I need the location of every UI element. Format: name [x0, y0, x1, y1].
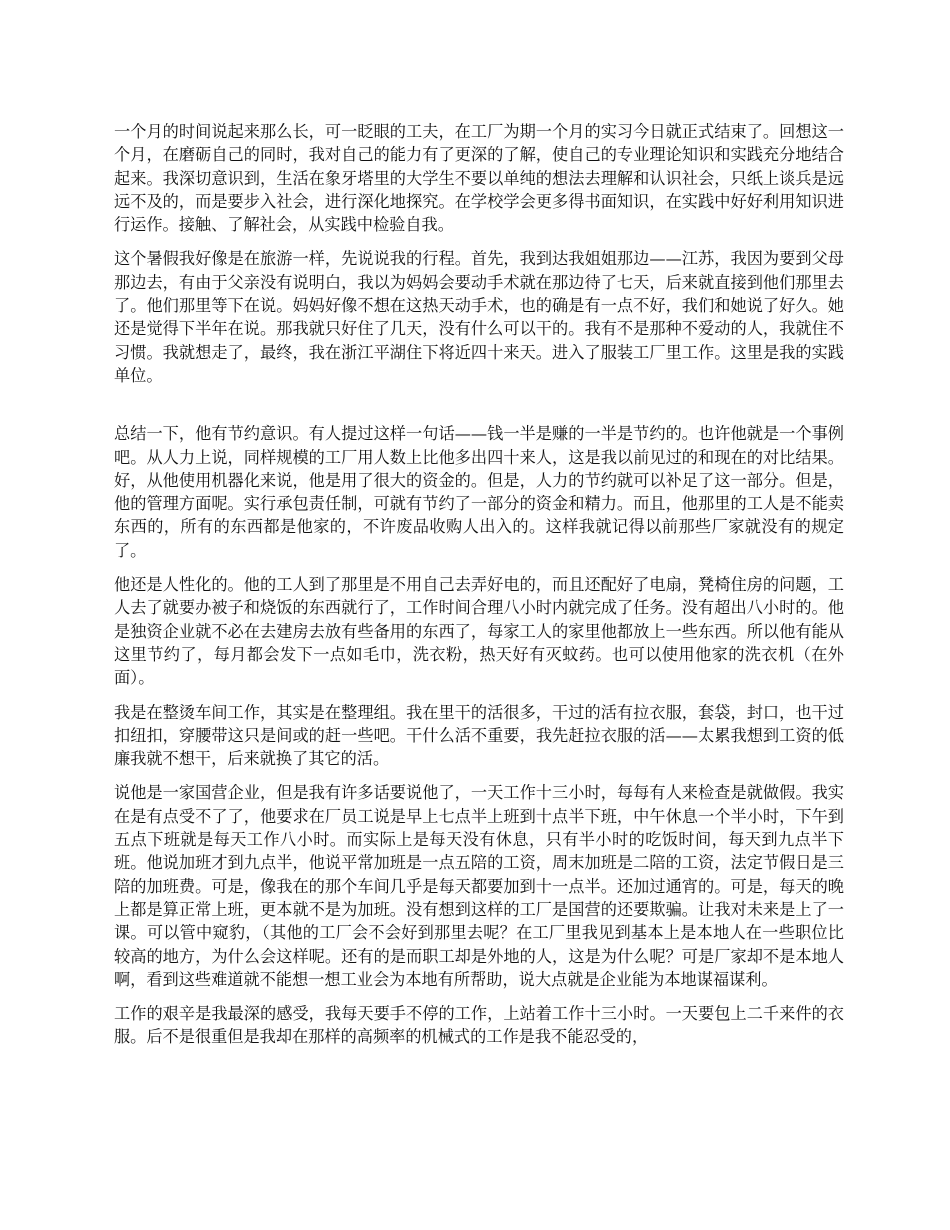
- document-body: [114, 120, 844, 1060]
- section-gap: [114, 398, 844, 422]
- paragraph-work-hardship: 工作的艰辛是我最深的感受，我每天要手不停的工作，上站着工作十三小时。一天要包上二千来件的衣服。后不是很重但是我却在那样的高频率的机械式的工作是我不能忍受的，: [114, 1004, 844, 1047]
- paragraph-humane-management: 他还是人性化的。他的工人到了那里是不用自己去弄好电的，而且还配好了电扇，凳椅住房的问题，工人去了就要办被子和烧饭的东西就行了，工作时间合理八小时内就完成了任务。没有超出八小时的。他是独资企业就不必在去建房去放有些备用的东西了，每家工人的家里他都放上一些东西。所以他有能从这里节约了，每月都会发下一点如毛巾，洗衣粉，热天好有灭蚊药。也可以使用他家的洗衣机（在外面）。: [114, 575, 844, 688]
- paragraph-internship-summary: 一个月的时间说起来那么长，可一眨眼的工夫，在工厂为期一个月的实习今日就正式结束了。回想这一个月，在磨砺自己的同时，我对自己的能力有了更深的了解，使自己的专业理论知识和实践充分地结合起来。我深切意识到，生活在象牙塔里的大学生不要以单纯的想法去理解和认识社会，只纸上谈兵是远远不及的，而是要步入社会，进行深化地探究。在学校学会更多得书面知识，在实践中好好利用知识进行运作。接触、了解社会，从实践中检验自我。: [114, 122, 844, 235]
- paragraph-summer-itinerary: 这个暑假我好像是在旅游一样，先说说我的行程。首先，我到达我姐姐那边——江苏，我因为要到父母那边去，有由于父亲没有说明白，我以为妈妈会要动手术就在那边待了七天，后来就直接到他们那里去了。他们那里等下在说。妈妈好像不想在这热天动手术，也的确是有一点不好，我们和她说了好久。她还是觉得下半年在说。那我就只好住了几天，没有什么可以干的。我有不是那种不爱动的人，我就住不习惯。我就想走了，最终，我在浙江平湖住下将近四十来天。进入了服装工厂里工作。这里是我的实践单位。: [114, 249, 844, 385]
- paragraph-working-hours: 说他是一家国营企业，但是我有许多话要说他了，一天工作十三小时，每每有人来检查是就做假。我实在是有点受不了了，他要求在厂员工说是早上七点半上班到十点半下班，中午休息一个半小时，下午到五点下班就是每天工作八小时。而实际上是每天没有休息，只有半小时的吃饭时间，每天到九点半下班。他说加班才到九点半，他说平常加班是一点五陪的工资，周末加班是二陪的工资，法定节假日是三陪的加班费。可是，像我在的那个车间几乎是每天都要加到十一点半。还加过通宵的。可是，每天的晚上都是算正常上班，更本就不是为加班。没有想到这样的工厂是国营的还要欺骗。让我对未来是上了一课。可以管中窥豹，（其他的工厂会不会好到那里去呢？在工厂里我见到基本上是本地人在一些职位比较高的地方，为什么会这样呢。还有的是而职工却是外地的人，这是为什么呢？可是厂家却不是本地人啊，看到这些难道就不能想一想工业会为本地有所帮助，说大点就是企业能为本地谋福谋利。: [114, 783, 844, 989]
- paragraph-ironing-workshop: 我是在整烫车间工作，其实是在整理组。我在里干的活很多，干过的活有拉衣服，套袋，封口，也干过扣纽扣，穿腰带这只是间或的赶一些吧。干什么活不重要，我先赶拉衣服的活——太累我想到工资的低廉我就不想干，后来就换了其它的活。: [114, 702, 844, 769]
- paragraph-saving-awareness: 总结一下，他有节约意识。有人提过这样一句话——钱一半是赚的一半是节约的。也许他就是一个事例吧。从人力上说，同样规模的工厂用人数上比他多出四十来人，这是我以前见过的和现在的对比结果。好，从他使用机器化来说，他是用了很大的资金的。但是，人力的节约就可以补足了这一部分。但是，他的管理方面呢。实行承包责任制，可就有节约了一部分的资金和精力。而且，他那里的工人是不能卖东西的，所有的东西都是他家的，不许废品收购人出入的。这样我就记得以前那些厂家就没有的规定了。: [114, 424, 844, 560]
